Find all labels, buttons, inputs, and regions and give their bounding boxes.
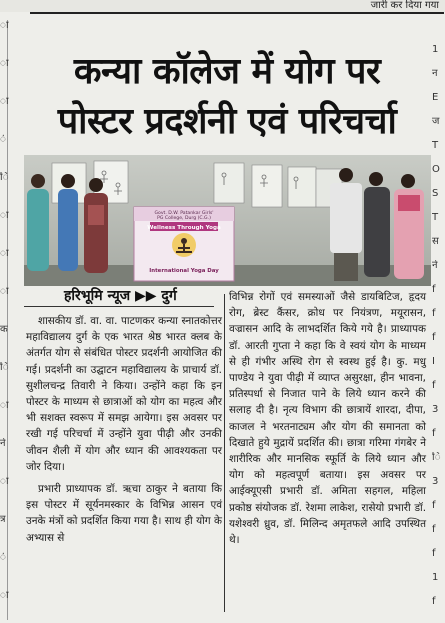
photo-illustration [24,155,431,286]
right-margin-char: ज [432,116,440,127]
left-margin-char: त्र [0,514,6,525]
right-margin-char: O [432,164,440,175]
banner-line-1: Govt. D.W. Patankar Girls' [154,211,214,216]
banner-footer: International Yoga Day [149,268,219,274]
right-margin-char: f [432,380,436,391]
top-right-snippet: जारी कर दिया गया [370,0,439,11]
right-margin-char: न [432,68,438,79]
right-margin-char: f [432,596,436,607]
left-margin-char: ि [0,362,9,373]
left-margin-char: ि [0,172,9,183]
people-right [330,168,424,281]
left-margin-char: ा [0,286,9,297]
top-rule [30,12,444,14]
right-margin-char: f [432,284,436,295]
right-margin-char: 1 [432,44,439,55]
headline-line-2: पोस्टर प्रदर्शनी एवं परिचर्चा [57,101,397,142]
paragraph-2: प्रभारी प्राध्यापक डॉ. ऋचा ठाकुर ने बताया कि इस पोस्टर में सूर्यनमस्कार के विभिन्न आसन एवं उनके मंत्रों को प्रदर्शित किया गया है। साथ ही योग के अभ्यास से [26,483,222,544]
paragraph-1: शासकीय डॉ. वा. वा. पाटणकर कन्या स्नातकोत्तर महाविद्यालय दुर्ग के एक भारत श्रेष्ठ भारत क्लब के अंतर्गत योग से संबंधित पोस्टर प्रदर्शनी आयोजित की गई। प्रदर्शनी का उद्घाटन महाविद्यालय के प्राचार्य डॉ. सुशीलचन्द्र तिवारी ने किया। उन्होंने कहा कि इन पोस्टर के माध्यम से छात्राओं को योग का महत्व और भी सशक्त स्वरूप में समझ आयेगा। इस अवसर पर रखी गई परिचर्चा में उन्होंने युवा पीढ़ी और उनकी जीवन शैली में योग और ध्यान की आवश्यकता पर जोर दिया। [26,315,222,473]
left-margin-char: क [0,324,8,335]
right-margin-char: 1 [432,572,439,583]
right-margin-char: E [432,92,439,103]
right-margin-char: T [432,140,439,151]
right-margin-char: 3 [432,476,439,487]
news-credit: हरिभूमि न्यूज ▶▶ दुर्ग [64,288,177,304]
right-margin-char: f [432,524,436,535]
banner-title: Wellness Through Yoga [147,225,221,231]
left-margin-char: ं [0,552,6,563]
left-margin-char: ा [0,20,9,31]
right-margin-char: f [432,500,436,511]
left-margin-char: ा [0,210,9,221]
left-margin-char: ने [0,438,6,449]
right-margin-char: 3 [432,404,439,415]
right-margin-char: f [432,548,436,559]
left-margin-rule [7,20,8,620]
right-margin-char: f [432,332,436,343]
left-margin-char: ा [0,248,9,259]
column-divider [224,294,225,612]
right-margin-char: T [432,212,439,223]
right-margin-char: ने [432,260,438,271]
event-photo [24,155,431,286]
credit-rule [24,306,214,307]
left-margin-char: ा [0,58,9,69]
right-margin-char: f [432,308,436,319]
banner-line-2: PG College, Durg (C.G.) [157,216,211,221]
article-column-1 [26,313,222,546]
right-margin-char: ि [432,452,441,463]
left-margin-char: ा [0,590,9,601]
yoga-figure-icon [172,233,196,257]
right-margin-char: स [432,236,439,247]
left-margin-char: ा [0,476,9,487]
left-margin-char: ा [0,400,9,411]
headline-line-1: कन्या कॉलेज में योग पर [73,51,381,92]
right-margin-char: S [432,188,439,199]
left-margin-char: ं [0,134,6,145]
paragraph-3: विभिन्न रोगों एवं समस्याओं जैसे डायबिटिज, हृदय रोग, ब्रेस्ट कैंसर, क्रोध पर नियंत्रण, मयूरासन, वज्रासन आदि के लाभदर्शित किये गये है। प्राध्यापक डॉ. आरती गुप्ता ने कहा कि वे स्वयं योग के माध्यम से ही गंभीर अस्थि रोग से स्वस्थ हुई है। कु. मधु पाण्डेय ने युवा पीढ़ी में व्याप्त असुरक्षा, हीन भावना, प्रतिस्पर्धा से निजात पाने के लिये ध्यान करने की सलाह दी है। नृत्य विभाग की छात्रायें शारदा, दीपा, काजल ने भरतनाट्यम और योग की समानता को दिखाते हुये मुद्रायें प्रदर्शित की। छात्रा गरिमा गंगबेर ने शारीरिक और मानसिक स्फूर्ति के लिये ध्यान और योग को महत्वपूर्ण बताया। इस अवसर पर आईक्यूएसी प्रभारी डॉ. अमिता सहगल, महिला प्रकोष्ठ संयोजक डॉ. रेशमा लाकेश, रासेयो प्रभारी डॉ. यशेश्वरी ध्रुव, डॉ. मिलिन्द अमृतफले आदि उपस्थित थे। [229,291,426,547]
right-margin-char: I [432,356,435,367]
article-column-2 [229,289,426,548]
left-margin-char: ा [0,96,9,107]
right-margin-char: f [432,428,436,439]
